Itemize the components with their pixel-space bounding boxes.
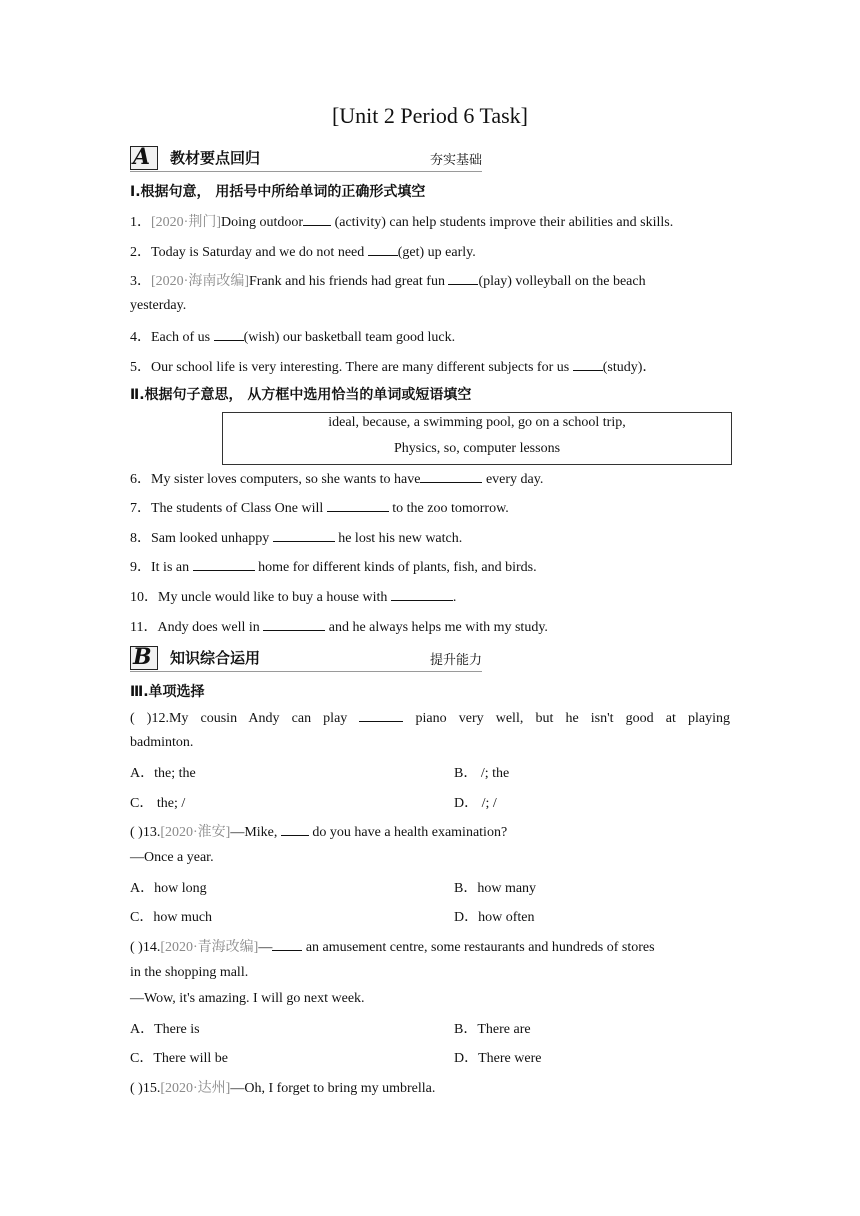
part1-heading: Ⅰ.根据句意， 用括号中所给单词的正确形式填空 [130,184,426,200]
answer-paren[interactable]: ( ) [130,940,143,955]
question-4 [130,326,730,346]
option-a[interactable]: A．how long [130,881,207,896]
question-12-continued: badminton. [130,735,194,750]
question-7 [130,497,730,517]
question-text: (study)． [602,360,657,375]
answer-paren[interactable]: ( ) [130,711,152,726]
question-number: 8． [130,531,151,546]
answer-blank[interactable] [273,529,335,542]
question-13-reply: —Once a year. [130,850,214,865]
question-number: 1． [130,215,151,230]
question-text: do you have a health examination? [308,825,508,840]
question-text: Andy does well in [157,620,264,635]
question-number: 5． [130,360,151,375]
question-2 [130,241,730,261]
question-number: 13. [142,825,161,840]
question-3 [130,270,730,290]
word-bank-box [222,412,732,465]
question-number: 3． [130,274,151,289]
question-text: My cousin Andy can play [168,711,360,726]
answer-blank[interactable] [303,213,331,226]
option-a[interactable]: A．There is [130,1022,200,1037]
question-number: 11． [130,620,158,635]
option-c[interactable]: C．how much [130,910,213,925]
question-number: 10． [130,590,158,605]
answer-blank[interactable] [281,823,309,836]
question-14-continued: in the shopping mall. [130,965,249,980]
word-bank-row-1: ideal, because, a swimming pool, go on a school trip, [328,415,626,430]
question-1 [130,211,730,231]
question-text: Doing outdoor [221,215,304,230]
section-b-subtitle: 提升能力 [429,653,482,668]
question-14-reply: —Wow, it's amazing. I will go next week. [130,991,365,1006]
part2-heading: Ⅱ.根据句子意思， 从方框中选用恰当的单词或短语填空 [130,387,472,403]
answer-blank[interactable] [272,938,302,951]
question-text: The students of Class One will [151,501,327,516]
question-number: 6． [130,472,151,487]
option-d[interactable]: D．how often [454,910,535,925]
question-14 [130,936,730,956]
answer-blank[interactable] [448,272,478,285]
page-title: [Unit 2 Period 6 Task] [331,103,529,128]
question-text: an amusement centre, some restaurants and hundreds of stores [302,940,655,955]
answer-blank[interactable] [327,499,389,512]
question-text: My uncle would like to buy a house with [158,590,391,605]
question-number: 15. [142,1081,161,1096]
question-12 [130,709,730,727]
answer-blank[interactable] [263,618,325,631]
question-number: 7． [130,501,151,516]
question-text: (activity) can help students improve their abilities and skills. [331,215,674,230]
question-number: 9． [130,560,151,575]
question-text: —Oh, I forget to bring my umbrella. [230,1081,436,1096]
section-a-subtitle: 夯实基础 [429,153,482,168]
question-text: Sam looked unhappy [151,531,273,546]
question-text: (play) volleyball on the beach [478,274,646,289]
question-8 [130,527,730,547]
question-10 [130,586,730,606]
question-11 [130,616,730,636]
answer-paren[interactable]: ( ) [130,825,143,840]
question-text: Frank and his friends had great fun [249,274,449,289]
section-a-title: 教材要点回归 [170,149,261,167]
question-number: 4． [130,330,151,345]
option-d[interactable]: D． /; / [454,796,497,811]
question-text: (get) up early. [397,245,476,260]
option-b[interactable]: B．how many [454,881,537,896]
question-number: 12. [151,711,169,726]
section-a-badge [130,146,158,170]
word-bank-row-2: Physics, so, computer lessons [393,441,561,456]
answer-blank[interactable] [573,358,603,371]
answer-blank[interactable] [391,588,453,601]
option-b[interactable]: B． /; the [454,766,510,781]
question-5 [130,356,730,376]
answer-blank[interactable] [193,558,255,571]
question-source: [2020·达州] [160,1081,231,1096]
option-d[interactable]: D．There were [454,1051,542,1066]
answer-blank[interactable] [368,243,398,256]
answer-blank[interactable] [420,470,482,483]
question-number: 2． [130,245,151,260]
answer-blank[interactable] [214,328,244,341]
question-source: [2020·淮安] [160,825,231,840]
question-text: —Mike, [230,825,281,840]
question-text: Each of us [151,330,214,345]
section-b-letter: B [133,644,152,670]
section-b-badge [130,646,158,670]
question-text: It is an [151,560,193,575]
question-text: every day. [482,472,544,487]
question-text: he lost his new watch. [334,531,463,546]
question-text: (wish) our basketball team good luck. [243,330,456,345]
question-text: . [452,590,457,605]
question-15 [130,1077,730,1097]
question-3-continued: yesterday. [130,298,187,313]
question-text: and he always helps me with my study. [325,620,548,635]
answer-blank[interactable] [359,709,403,722]
option-a[interactable]: A．the; the [130,766,196,781]
section-a-letter: A [133,144,151,170]
question-source: [2020·荆门] [151,215,221,230]
question-text: Our school life is very interesting. There are many different subjects for us [151,360,573,375]
part3-heading: Ⅲ.单项选择 [130,684,205,700]
question-text: Today is Saturday and we do not need [151,245,368,260]
section-b-banner [130,643,482,672]
section-b-title: 知识综合运用 [170,649,261,667]
section-a-banner [130,143,482,172]
question-text: My sister loves computers, so she wants to have [151,472,421,487]
question-13 [130,821,730,841]
option-c[interactable]: C． the; / [130,796,186,811]
question-6 [130,468,730,488]
question-text: piano very well, but he isn't good at playing [403,711,730,726]
option-b[interactable]: B．There are [454,1022,531,1037]
question-text: — [258,940,273,955]
question-text: to the zoo tomorrow. [388,501,509,516]
question-text: home for different kinds of plants, fish, and birds. [254,560,537,575]
question-9 [130,556,730,576]
question-number: 14. [142,940,161,955]
option-c[interactable]: C．There will be [130,1051,228,1066]
answer-paren[interactable]: ( ) [130,1081,143,1096]
question-source: [2020·青海改编] [160,940,259,955]
question-source: [2020·海南改编] [151,274,249,289]
